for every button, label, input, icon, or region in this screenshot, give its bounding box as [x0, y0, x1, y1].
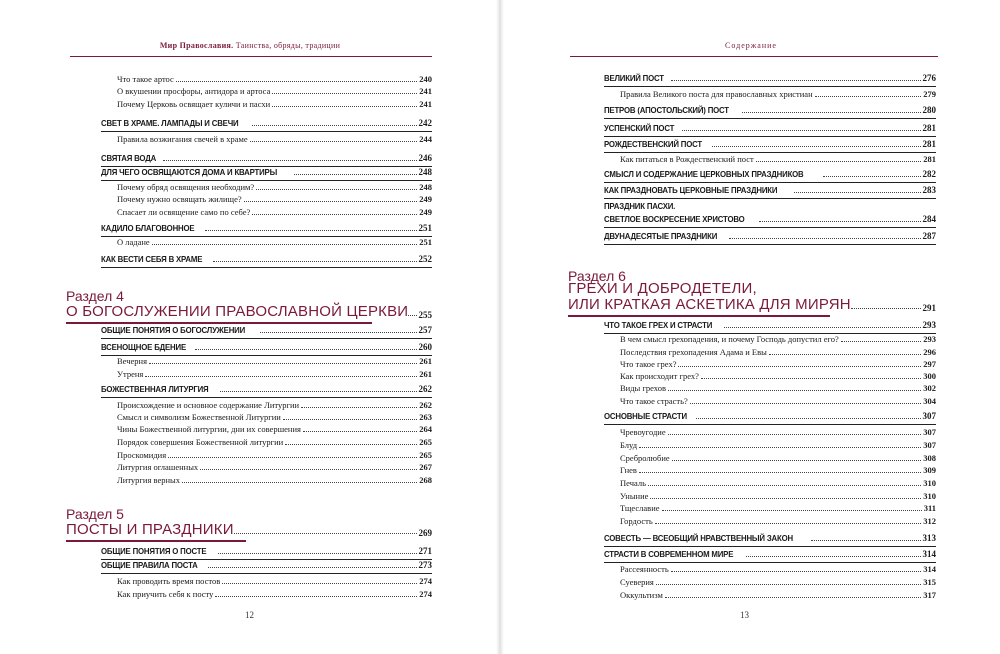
dot-leader — [742, 112, 921, 113]
toc-page-number: 241 — [419, 86, 432, 96]
toc-entry-title: Литургия оглашенных — [117, 462, 199, 472]
toc-page-number: 314 — [923, 564, 936, 574]
toc-page-number: 309 — [923, 465, 936, 475]
toc-entry-title: СВЕТЛОЕ ВОСКРЕСЕНИЕ ХРИСТОВО — [604, 214, 745, 224]
toc-page-number: 281 — [923, 154, 936, 164]
toc-subentry — [620, 89, 936, 100]
section-rule — [568, 315, 830, 317]
dot-leader — [668, 390, 921, 391]
toc-page-number: 265 — [419, 450, 432, 460]
dot-leader — [222, 583, 417, 584]
dot-leader — [272, 93, 417, 94]
dot-leader — [152, 244, 418, 245]
toc-entry-title: О вкушении просфоры, антидора и артоса — [117, 86, 271, 96]
toc-subentry — [620, 154, 936, 165]
toc-page-number: 280 — [922, 105, 936, 115]
chapter-rule — [101, 131, 432, 132]
toc-entry-title: Тщеславие — [620, 503, 660, 513]
dot-leader — [285, 444, 417, 445]
toc-chapter-entry — [101, 325, 432, 336]
toc-right — [500, 0, 1000, 654]
toc-entry-title: ПРАЗДНИК ПАСХИ. — [604, 201, 676, 211]
dot-leader — [408, 315, 416, 316]
toc-entry-title: Правила возжигания свечей в храме — [117, 134, 248, 144]
dot-leader — [662, 510, 922, 511]
toc-page-number: 293 — [922, 320, 936, 330]
toc-page-number: 240 — [419, 74, 432, 84]
dot-leader — [690, 403, 921, 404]
toc-entry-title: О ладане — [117, 237, 150, 247]
chapter-rule — [101, 573, 432, 574]
toc-entry-title: В чем смысл грехопадения, и почему Господь допустил его? — [620, 334, 839, 344]
toc-page-number: 311 — [923, 503, 936, 513]
toc-entry-title: Блуд — [620, 440, 638, 450]
toc-chapter-entry — [604, 214, 936, 225]
dot-leader — [769, 354, 921, 355]
toc-entry-title: ЧТО ТАКОЕ ГРЕХ И СТРАСТИ — [604, 320, 713, 330]
dot-leader — [205, 230, 417, 231]
section-title: ПОСТЫ И ПРАЗДНИКИ — [66, 521, 234, 538]
dot-leader — [200, 469, 417, 470]
toc-entry-title: ОСНОВНЫЕ СТРАСТИ — [604, 411, 687, 421]
toc-page-number: 312 — [923, 516, 936, 526]
toc-subentry — [117, 450, 432, 461]
toc-chapter-entry — [604, 201, 936, 212]
toc-entry-title: Как приучить себя к посту — [117, 589, 214, 599]
toc-subentry — [620, 577, 936, 588]
toc-page-number: 251 — [418, 223, 432, 233]
toc-chapter-entry — [604, 169, 936, 180]
section-label: Раздел 6 — [568, 268, 626, 284]
toc-entry-title: Порядок совершения Божественной литургии — [117, 437, 284, 447]
toc-entry-title: ОБЩИЕ ПОНЯТИЯ О БОГОСЛУЖЕНИИ — [101, 325, 246, 335]
toc-chapter-entry — [101, 118, 432, 129]
dot-leader — [272, 106, 417, 107]
toc-page-number: 274 — [419, 576, 432, 586]
toc-entry-title: Рассеянность — [620, 564, 669, 574]
toc-entry-title: Суеверия — [620, 577, 654, 587]
toc-page-number: 304 — [923, 396, 936, 406]
toc-entry-title: Проскомидия — [117, 450, 167, 460]
toc-chapter-entry — [604, 105, 936, 116]
toc-entry-title: ОБЩИЕ ПОНЯТИЯ О ПОСТЕ — [101, 546, 207, 556]
toc-chapter-entry — [604, 185, 936, 196]
dot-leader — [260, 332, 417, 333]
toc-entry-title: Печаль — [620, 478, 646, 488]
dot-leader — [252, 214, 417, 215]
dot-leader — [220, 391, 417, 392]
toc-page-number: 297 — [923, 359, 936, 369]
toc-entry-title: Как происходит грех? — [620, 371, 699, 381]
toc-page-number: 283 — [922, 185, 936, 195]
book-gutter — [496, 0, 504, 654]
section-title-line1: ГРЕХИ И ДОБРОДЕТЕЛИ, — [568, 280, 757, 297]
dot-leader — [724, 327, 921, 328]
toc-page-number: 282 — [922, 169, 936, 179]
toc-entry-title: ДЛЯ ЧЕГО ОСВЯЩАЮТСЯ ДОМА И КВАРТИРЫ — [101, 167, 278, 177]
dot-leader — [668, 434, 922, 435]
toc-entry-title: КАК ВЕСТИ СЕБЯ В ХРАМЕ — [101, 254, 203, 264]
toc-page-number: 246 — [418, 153, 432, 163]
chapter-rule — [604, 152, 936, 153]
dot-leader — [841, 341, 921, 342]
toc-subentry — [117, 412, 432, 423]
section-rule — [66, 540, 246, 542]
toc-page-number: 260 — [418, 342, 432, 352]
toc-entry-title: Вечерня — [117, 356, 147, 366]
dot-leader — [851, 308, 921, 309]
toc-page-number: 242 — [418, 118, 432, 128]
toc-subentry — [117, 99, 432, 110]
chapter-rule — [604, 198, 936, 199]
toc-page-number: 268 — [419, 475, 432, 485]
toc-page-number: 274 — [419, 589, 432, 599]
toc-entry-title: Что такое грех? — [620, 359, 677, 369]
toc-page-number: 273 — [418, 560, 432, 570]
dot-leader — [823, 176, 921, 177]
toc-subentry — [117, 462, 432, 473]
dot-leader — [729, 238, 921, 239]
chapter-rule — [604, 424, 936, 425]
toc-subentry — [117, 424, 432, 435]
toc-subentry — [620, 371, 936, 382]
section-title-row — [66, 304, 432, 320]
toc-page-number: 262 — [419, 400, 432, 410]
toc-entry-title: ВСЕНОЩНОЕ БДЕНИЕ — [101, 342, 186, 352]
dot-leader — [163, 160, 417, 161]
toc-subentry — [620, 516, 936, 527]
toc-entry-title: Гнев — [620, 465, 637, 475]
section-page-number: 255 — [418, 310, 432, 320]
toc-entry-title: УСПЕНСКИЙ ПОСТ — [604, 123, 675, 133]
toc-entry-title: Спасает ли освящение само по себе? — [117, 207, 251, 217]
toc-page-number: 265 — [419, 437, 432, 447]
toc-page-number: 296 — [923, 347, 936, 357]
toc-page-number: 284 — [922, 214, 936, 224]
right-page — [500, 0, 1000, 654]
toc-subentry — [117, 134, 432, 145]
toc-entry-title: Сребролюбие — [620, 453, 670, 463]
toc-page-number: 262 — [418, 384, 432, 394]
dot-leader — [301, 407, 417, 408]
toc-subentry — [620, 359, 936, 370]
toc-chapter-entry — [604, 533, 936, 544]
toc-subentry — [117, 356, 432, 367]
toc-page-number: 310 — [923, 478, 936, 488]
dot-leader — [671, 571, 921, 572]
section-label: Раздел 4 — [66, 288, 124, 304]
toc-entry-title: ПЕТРОВ (АПОСТОЛЬСКИЙ) ПОСТ — [604, 105, 729, 115]
toc-page-number: 313 — [922, 533, 936, 543]
toc-entry-title: ДВУНАДЕСЯТЫЕ ПРАЗДНИКИ — [604, 231, 718, 241]
dot-leader — [672, 460, 922, 461]
toc-page-number: 300 — [923, 371, 936, 381]
dot-leader — [696, 418, 920, 419]
toc-entry-title: Что такое артос — [117, 74, 174, 84]
dot-leader — [176, 81, 417, 82]
section-rule — [66, 322, 372, 324]
toc-page-number: 251 — [419, 237, 432, 247]
toc-entry-title: Почему Церковь освящает куличи и пасхи — [117, 99, 271, 109]
toc-page-number: 302 — [923, 383, 936, 393]
toc-subentry — [620, 590, 936, 601]
toc-subentry — [620, 440, 936, 451]
dot-leader — [213, 261, 416, 262]
toc-subentry — [117, 589, 432, 600]
dot-leader — [252, 125, 416, 126]
toc-entry-title: СМЫСЛ И СОДЕРЖАНИЕ ЦЕРКОВНЫХ ПРАЗДНИКОВ — [604, 169, 804, 179]
page-number-right: 13 — [740, 610, 749, 620]
dot-leader — [218, 553, 417, 554]
toc-subentry — [117, 74, 432, 85]
toc-page-number: 267 — [419, 462, 432, 472]
section-page-number: 291 — [922, 303, 936, 313]
toc-entry-title: Происхождение и основное содержание Литургии — [117, 400, 300, 410]
toc-entry-title: Чины Божественной литургии, дни их совершения — [117, 424, 301, 434]
toc-chapter-entry — [604, 231, 936, 242]
dot-leader — [811, 540, 920, 541]
chapter-rule — [604, 244, 936, 245]
toc-subentry — [117, 194, 432, 205]
toc-chapter-entry — [101, 546, 432, 557]
dot-leader — [682, 130, 920, 131]
toc-entry-title: ОБЩИЕ ПРАВИЛА ПОСТА — [101, 560, 198, 570]
toc-subentry — [117, 86, 432, 97]
toc-entry-title: СВЕТ В ХРАМЕ. ЛАМПАДЫ И СВЕЧИ — [101, 118, 239, 128]
toc-page-number: 281 — [922, 123, 936, 133]
toc-subentry — [620, 383, 936, 394]
dot-leader — [208, 567, 416, 568]
toc-subentry — [620, 465, 936, 476]
toc-entry-title: Как проводить время постов — [117, 576, 221, 586]
chapter-rule — [101, 180, 432, 181]
dot-leader — [665, 597, 921, 598]
toc-entry-title: КАДИЛО БЛАГОВОННОЕ — [101, 223, 195, 233]
toc-chapter-entry — [101, 254, 432, 265]
dot-leader — [648, 485, 921, 486]
dot-leader — [294, 174, 416, 175]
toc-subentry — [620, 478, 936, 489]
toc-entry-title: Что такое страсть? — [620, 396, 688, 406]
toc-subentry — [117, 237, 432, 248]
toc-page-number: 307 — [923, 427, 936, 437]
dot-leader — [303, 431, 417, 432]
chapter-rule — [101, 338, 432, 339]
toc-entry-title: Утреня — [117, 369, 144, 379]
toc-entry-title: ВЕЛИКИЙ ПОСТ — [604, 73, 664, 83]
toc-chapter-entry — [101, 342, 432, 353]
toc-subentry — [620, 503, 936, 514]
toc-page-number: 281 — [922, 139, 936, 149]
toc-page-number: 249 — [419, 207, 432, 217]
toc-subentry — [117, 576, 432, 587]
dot-leader — [701, 378, 921, 379]
dot-leader — [234, 533, 417, 534]
toc-page-number: 261 — [419, 356, 432, 366]
toc-chapter-entry — [101, 167, 432, 178]
toc-subentry — [620, 453, 936, 464]
toc-chapter-entry — [604, 123, 936, 134]
toc-page-number: 310 — [923, 491, 936, 501]
toc-page-number: 314 — [922, 549, 936, 559]
dot-leader — [712, 146, 920, 147]
toc-page-number: 308 — [923, 453, 936, 463]
dot-leader — [639, 447, 921, 448]
toc-page-number: 241 — [419, 99, 432, 109]
toc-entry-title: Литургия верных — [117, 475, 180, 485]
dot-leader — [149, 363, 417, 364]
dot-leader — [746, 556, 920, 557]
toc-subentry — [620, 491, 936, 502]
toc-page-number: 287 — [922, 231, 936, 241]
toc-entry-title: СОВЕСТЬ — ВСЕОБЩИЙ НРАВСТВЕННЫЙ ЗАКОН — [604, 533, 793, 543]
toc-entry-title: Смысл и символизм Божественной Литургии — [117, 412, 281, 422]
toc-page-number: 315 — [923, 577, 936, 587]
toc-entry-title: КАК ПРАЗДНОВАТЬ ЦЕРКОВНЫЕ ПРАЗДНИКИ — [604, 185, 778, 195]
dot-leader — [283, 419, 417, 420]
toc-page-number: 252 — [418, 254, 432, 264]
toc-chapter-entry — [604, 73, 936, 84]
dot-leader — [671, 80, 920, 81]
toc-subentry — [620, 564, 936, 575]
dot-leader — [656, 584, 921, 585]
toc-page-number: 257 — [418, 325, 432, 335]
toc-chapter-entry — [604, 549, 936, 560]
dot-leader — [182, 482, 417, 483]
toc-entry-title: Последствия грехопадения Адама и Евы — [620, 347, 767, 357]
chapter-rule — [604, 562, 936, 563]
dot-leader — [639, 472, 921, 473]
toc-entry-title: Уныние — [620, 491, 649, 501]
section-title: ИЛИ КРАТКАЯ АСКЕТИКА ДЛЯ МИРЯН — [568, 296, 851, 313]
running-head-right: Содержание — [725, 41, 777, 50]
toc-page-number: 248 — [419, 182, 432, 192]
section-title: О БОГОСЛУЖЕНИИ ПРАВОСЛАВНОЙ ЦЕРКВИ — [66, 303, 409, 320]
section-title-row — [66, 522, 432, 538]
toc-page-number: 307 — [923, 440, 936, 450]
toc-entry-title: Гордость — [620, 516, 653, 526]
toc-chapter-entry — [101, 560, 432, 571]
dot-leader — [756, 161, 922, 162]
toc-chapter-entry — [101, 384, 432, 395]
toc-page-number: 293 — [923, 334, 936, 344]
dot-leader — [250, 141, 418, 142]
dot-leader — [650, 498, 921, 499]
dot-leader — [256, 189, 417, 190]
toc-subentry — [117, 182, 432, 193]
toc-subentry — [620, 347, 936, 358]
dot-leader — [678, 366, 921, 367]
toc-subentry — [620, 334, 936, 345]
toc-entry-title: Виды грехов — [620, 383, 666, 393]
toc-entry-title: Почему обряд освящения необходим? — [117, 182, 255, 192]
chapter-rule — [604, 136, 936, 137]
toc-page-number: 279 — [923, 89, 936, 99]
section-title-row — [568, 297, 936, 313]
toc-page-number: 271 — [418, 546, 432, 556]
toc-chapter-entry — [604, 139, 936, 150]
chapter-rule — [101, 267, 432, 268]
toc-page-number: 317 — [923, 590, 936, 600]
section-label: Раздел 5 — [66, 506, 124, 522]
toc-entry-title: Как питаться в Рождественский пост — [620, 154, 754, 164]
toc-entry-title: СТРАСТИ В СОВРЕМЕННОМ МИРЕ — [604, 549, 734, 559]
toc-page-number: 264 — [419, 424, 432, 434]
toc-subentry — [620, 396, 936, 407]
toc-chapter-entry — [604, 411, 936, 422]
toc-entry-title: БОЖЕСТВЕННАЯ ЛИТУРГИЯ — [101, 384, 209, 394]
toc-chapter-entry — [101, 223, 432, 234]
toc-entry-title: РОЖДЕСТВЕНСКИЙ ПОСТ — [604, 139, 702, 149]
toc-entry-title: Почему нужно освящать жилище? — [117, 194, 242, 204]
dot-leader — [215, 596, 417, 597]
dot-leader — [794, 192, 920, 193]
dot-leader — [815, 96, 922, 97]
toc-entry-title: Чревоугодие — [620, 427, 666, 437]
toc-subentry — [620, 427, 936, 438]
toc-entry-title: Правила Великого поста для православных христиан — [620, 89, 813, 99]
dot-leader — [759, 221, 921, 222]
toc-page-number: 248 — [418, 167, 432, 177]
toc-subentry — [117, 369, 432, 380]
toc-entry-title: Оккультизм — [620, 590, 663, 600]
dot-leader — [655, 523, 922, 524]
toc-page-number: 263 — [419, 412, 432, 422]
toc-subentry — [117, 400, 432, 411]
section-page-number: 269 — [418, 528, 432, 538]
toc-subentry — [117, 437, 432, 448]
page-number-left: 12 — [245, 610, 254, 620]
dot-leader — [145, 376, 417, 377]
chapter-rule — [604, 118, 936, 119]
dot-leader — [195, 349, 416, 350]
toc-page-number: 276 — [922, 73, 936, 83]
toc-entry-title: СВЯТАЯ ВОДА — [101, 153, 157, 163]
toc-chapter-entry — [604, 320, 936, 331]
toc-page-number: 244 — [419, 134, 432, 144]
dot-leader — [244, 201, 418, 202]
chapter-rule — [101, 397, 432, 398]
toc-page-number: 307 — [922, 411, 936, 421]
toc-page-number: 261 — [419, 369, 432, 379]
chapter-rule — [604, 182, 936, 183]
toc-subentry — [117, 475, 432, 486]
running-head-left: Мир Православия. Таинства, обряды, традиции — [159, 41, 341, 50]
dot-leader — [168, 457, 417, 458]
chapter-rule — [604, 86, 936, 87]
toc-subentry — [117, 207, 432, 218]
chapter-rule — [604, 227, 936, 228]
chapter-rule — [604, 546, 936, 547]
toc-page-number: 249 — [419, 194, 432, 204]
toc-chapter-entry — [101, 153, 432, 164]
